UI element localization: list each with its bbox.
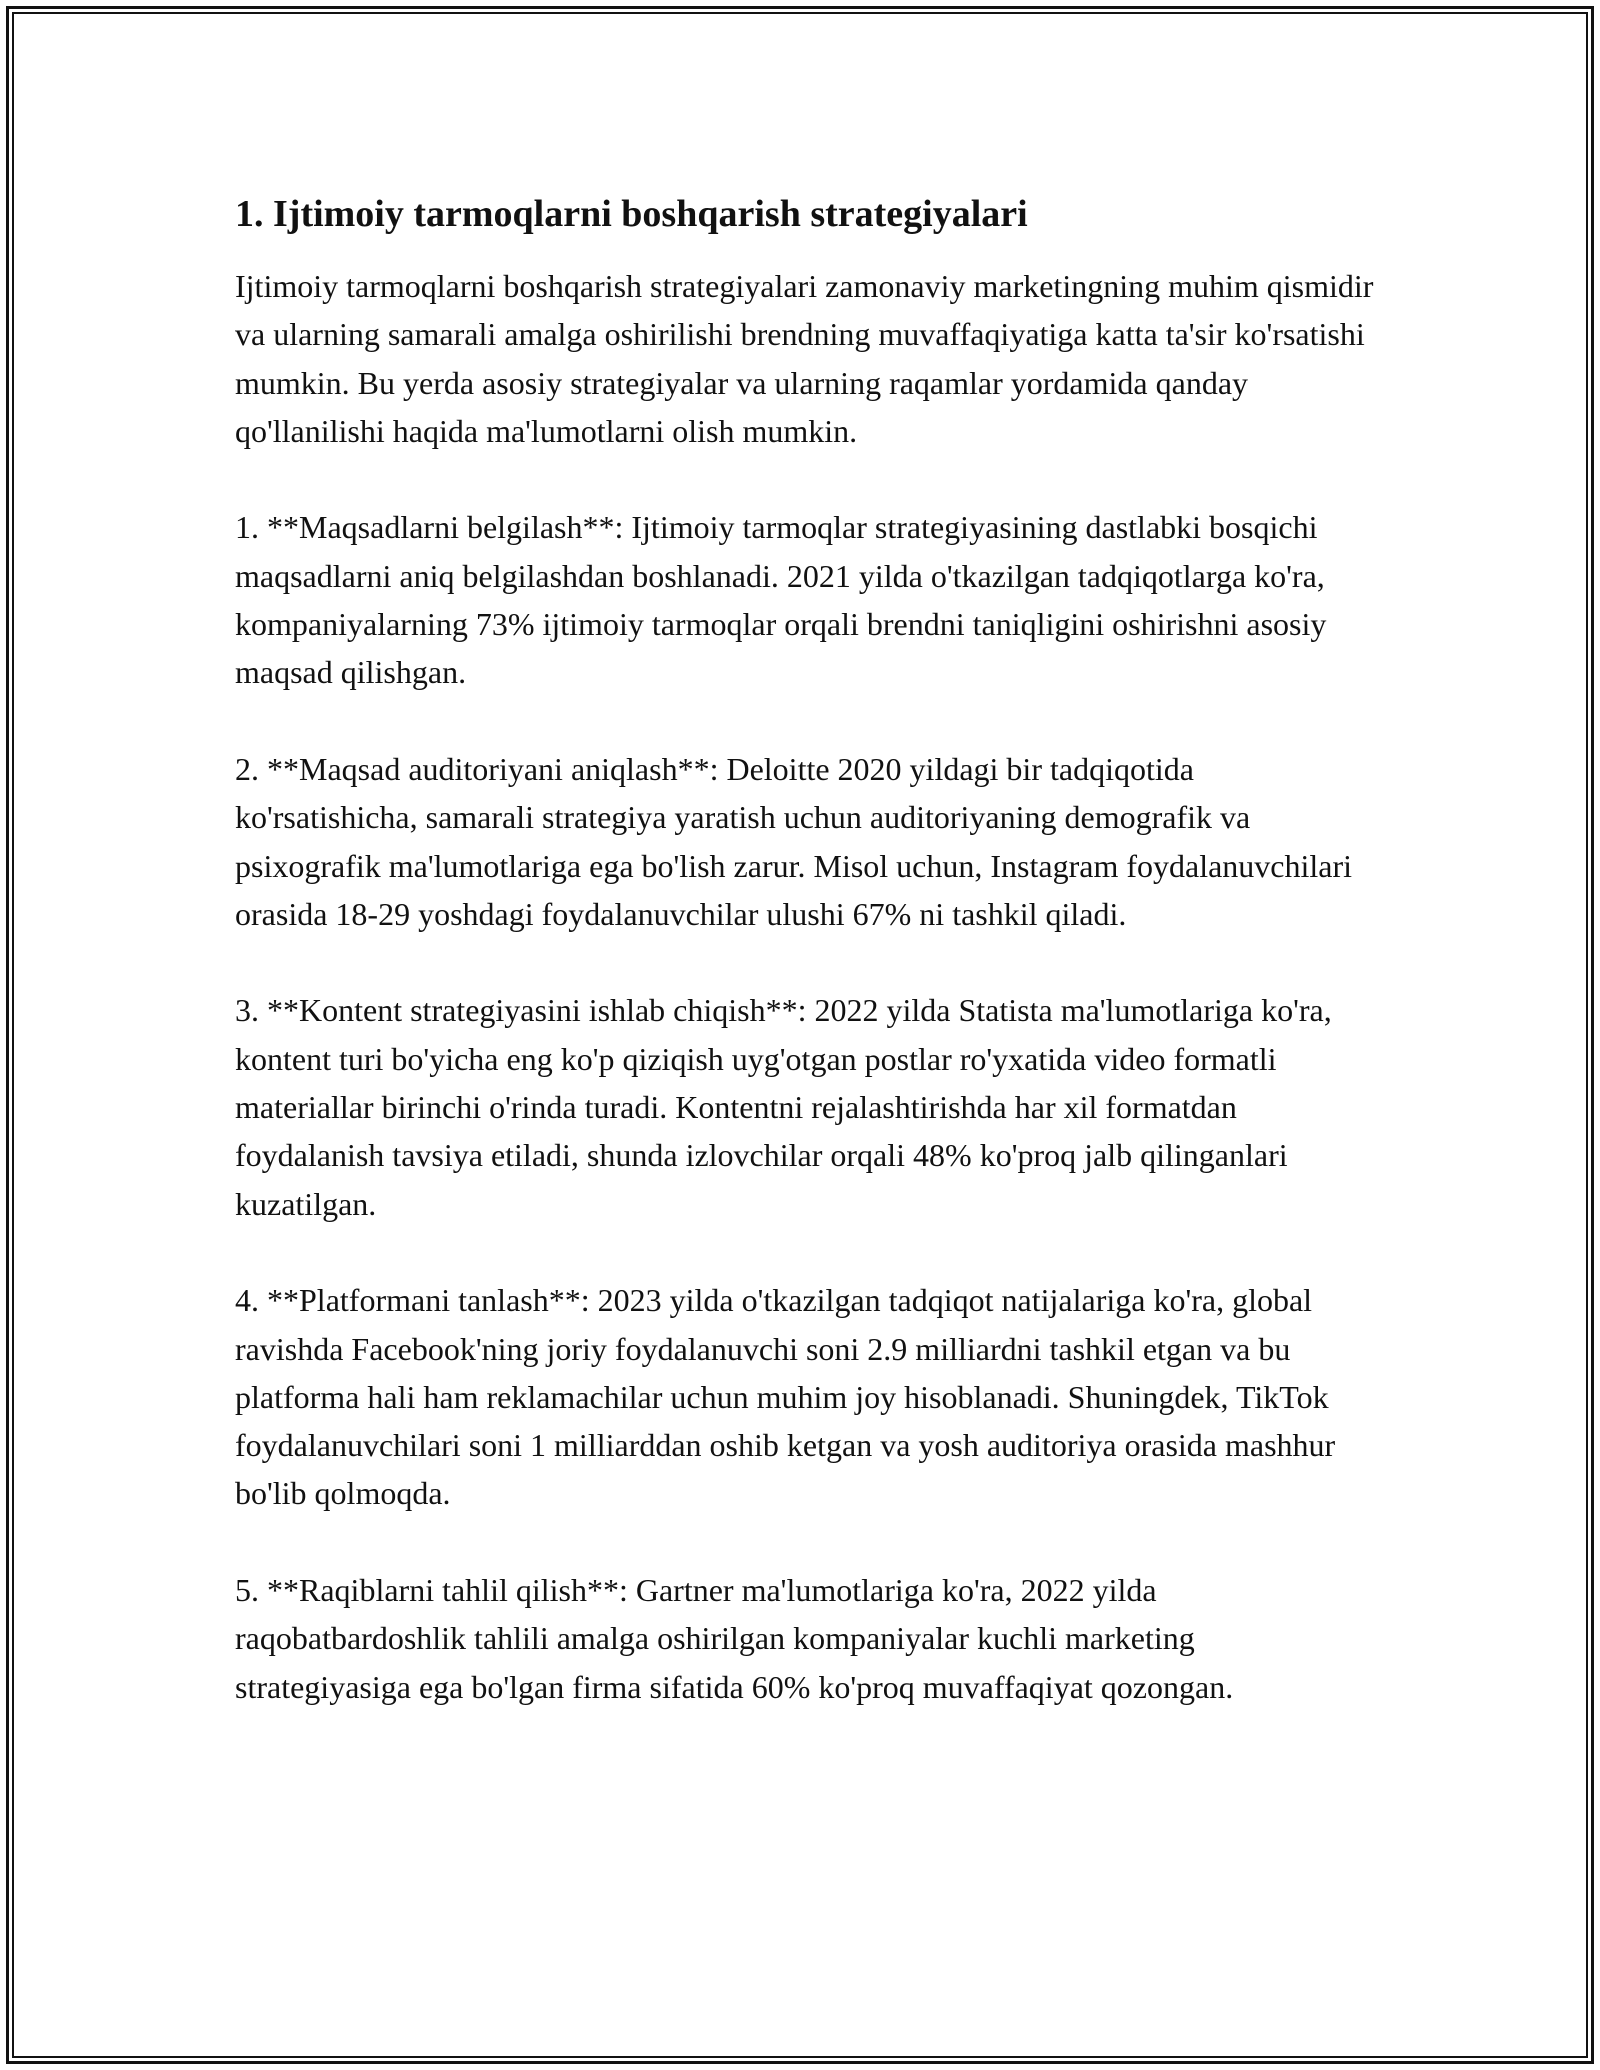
intro-paragraph: Ijtimoiy tarmoqlarni boshqarish strategiyalari zamonaviy marketingning muhim qismidir va ularning samarali amalga oshirilishi brendning muvaffaqiyatiga katta ta'sir ko'rsatishi mumkin. Bu yerda asosiy strategiyalar va ularning raqamlar yordamida qanday qo'llanilishi haqida ma'lumotlarni olish mumkin. [235,268,1374,449]
paragraph-content-strategy: 3. **Kontent strategiyasini ishlab chiqish**: 2022 yilda Statista ma'lumotlariga ko'ra, kontent turi bo'yicha eng ko'p qiziqish uyg'otgan postlar ro'yxatida video formatli materiallar birinchi o'rinda turadi. Kontentni rejalashtirishda har xil formatdan foydalanish tavsiya etiladi, shunda izlovchilar orqali 48% ko'proq jalb qilinganlari kuzatilgan. [235,992,1332,1222]
document-title: 1. Ijtimoiy tarmoqlarni boshqarish strategiyalari [235,193,1028,235]
paragraph-competitors: 5. **Raqiblarni tahlil qilish**: Gartner ma'lumotlariga ko'ra, 2022 yilda raqobatbardoshlik tahlili amalga oshirilgan kompaniyalar kuchli marketing strategiyasiga ega bo'lgan firma sifatida 60% ko'proq muvaffaqiyat qozongan. [235,1572,1234,1705]
document-body [235,188,1375,1759]
paragraph-goals: 1. **Maqsadlarni belgilash**: Ijtimoiy tarmoqlar strategiyasining dastlabki bosqichi maqsadlarni aniq belgilashdan boshlanadi. 2021 yilda o'tkazilgan tadqiqotlarga ko'ra, kompaniyalarning 73% ijtimoiy tarmoqlar orqali brendni taniqligini oshirishni asosiy maqsad qilishgan. [235,509,1327,691]
paragraph-audience: 2. **Maqsad auditoriyani aniqlash**: Deloitte 2020 yildagi bir tadqiqotida ko'rsatishicha, samarali strategiya yaratish uchun auditoriyaning demografik va psixografik ma'lumotlariga ega bo'lish zarur. Misol uchun, Instagram foydalanuvchilari orasida 18-29 yoshdagi foydalanuvchilar ulushi 67% ni tashkil qiladi. [235,750,1353,932]
paragraph-platform: 4. **Platformani tanlash**: 2023 yilda o'tkazilgan tadqiqot natijalariga ko'ra, global ravishda Facebook'ning joriy foydalanuvchi soni 2.9 milliardni tashkil etgan va bu platforma hali ham reklamachilar uchun muhim joy hisoblanadi. Shuningdek, TikTok foydalanuvchilari soni 1 milliarddan oshib ketgan va yosh auditoriya orasida mashhur bo'lib qolmoqda. [235,1282,1336,1512]
